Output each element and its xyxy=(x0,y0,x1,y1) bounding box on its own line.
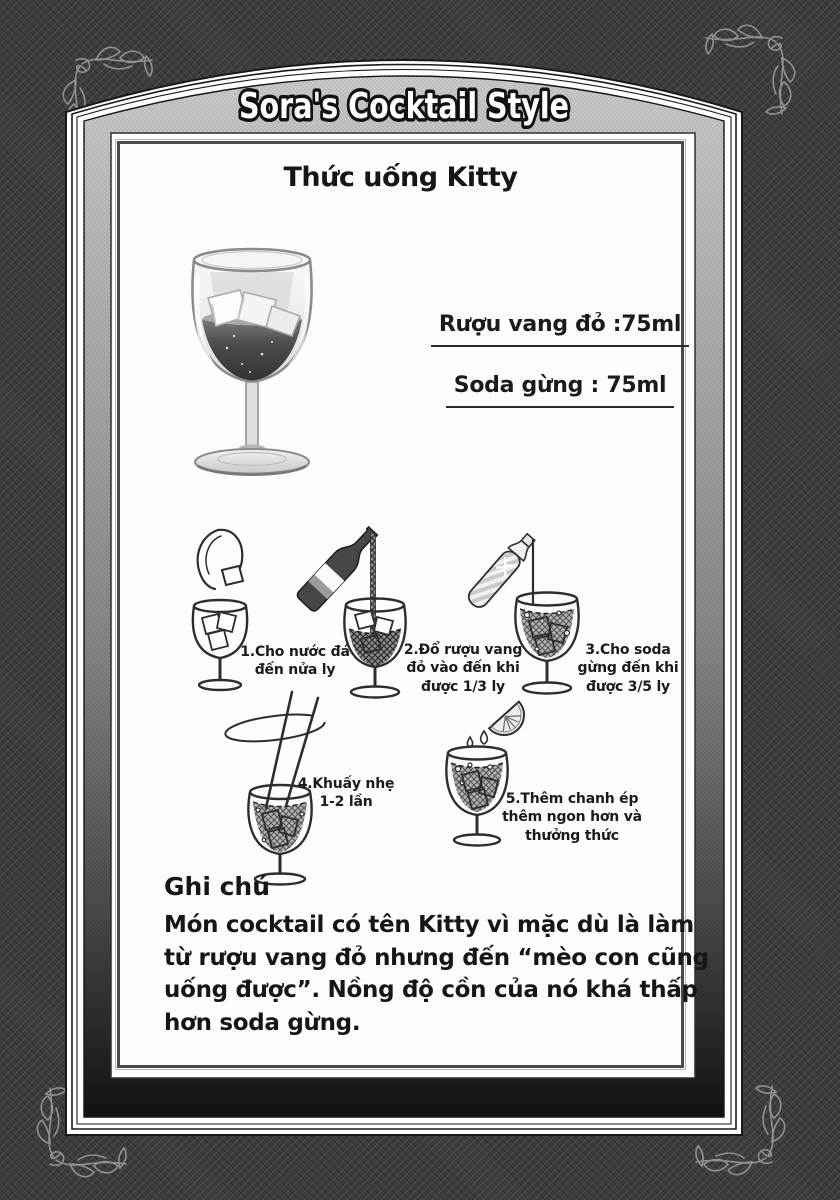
stir-motion-ellipse xyxy=(224,710,326,746)
caption-line: 1.Cho nước đá xyxy=(240,644,350,660)
ingredient-label: Rượu vang đỏ :75ml xyxy=(431,312,689,347)
caption-line: gừng đến khi xyxy=(577,660,679,677)
glass-rim xyxy=(194,249,310,271)
caption-line: 4.Khuấy nhẹ xyxy=(297,776,395,792)
hero-cocktail-glass-illustration xyxy=(132,236,372,506)
caption-line: thêm ngon hơn và xyxy=(502,809,642,826)
caption-line: đến nửa ly xyxy=(254,662,336,679)
caption-line: 2.Đổ rượu vang xyxy=(403,642,523,658)
wine-in-glass xyxy=(349,629,401,666)
note-section xyxy=(164,872,724,1040)
lemon-wedge xyxy=(489,702,532,744)
note-heading: Ghi chú xyxy=(164,872,271,901)
step-caption-4 xyxy=(298,775,395,812)
ice-tongs-glass-icon xyxy=(184,522,256,710)
ingredient-ginger-soda xyxy=(410,373,710,408)
falling-ice-cube xyxy=(222,566,243,585)
ingredient-red-wine xyxy=(410,312,710,347)
caption-line: 1-2 lần xyxy=(319,794,373,811)
ingredients-list xyxy=(410,312,710,434)
soda-bottle xyxy=(467,530,539,610)
frame-title: Sora's Cocktail Style xyxy=(239,86,569,127)
ice-in-glass xyxy=(202,612,236,650)
glass-stem xyxy=(246,382,258,454)
step-caption-5 xyxy=(502,790,642,845)
juice-drops xyxy=(467,731,487,747)
caption-line: 3.Cho soda xyxy=(585,642,671,658)
ingredient-label: Soda gừng : 75ml xyxy=(446,373,674,408)
caption-line: 5.Thêm chanh ép xyxy=(505,791,639,807)
note-body: Món cocktail có tên Kitty vì mặc dù là làm từ rượu vang đỏ nhưng đến “mèo con cũng uống được”. Nồng độ cồn của nó khá thấp hơn soda gừng. xyxy=(164,912,709,1036)
caption-line: thưởng thức xyxy=(525,827,619,844)
step-caption-3 xyxy=(578,641,679,696)
soda-bottle-pour-icon xyxy=(467,525,585,705)
caption-line: được 3/5 ly xyxy=(586,678,670,695)
recipe-title: Thức uống Kitty xyxy=(283,162,518,193)
caption-line: được 1/3 ly xyxy=(421,678,505,695)
recipe-card xyxy=(117,141,709,1068)
caption-line: đỏ vào đến khi xyxy=(406,660,520,677)
